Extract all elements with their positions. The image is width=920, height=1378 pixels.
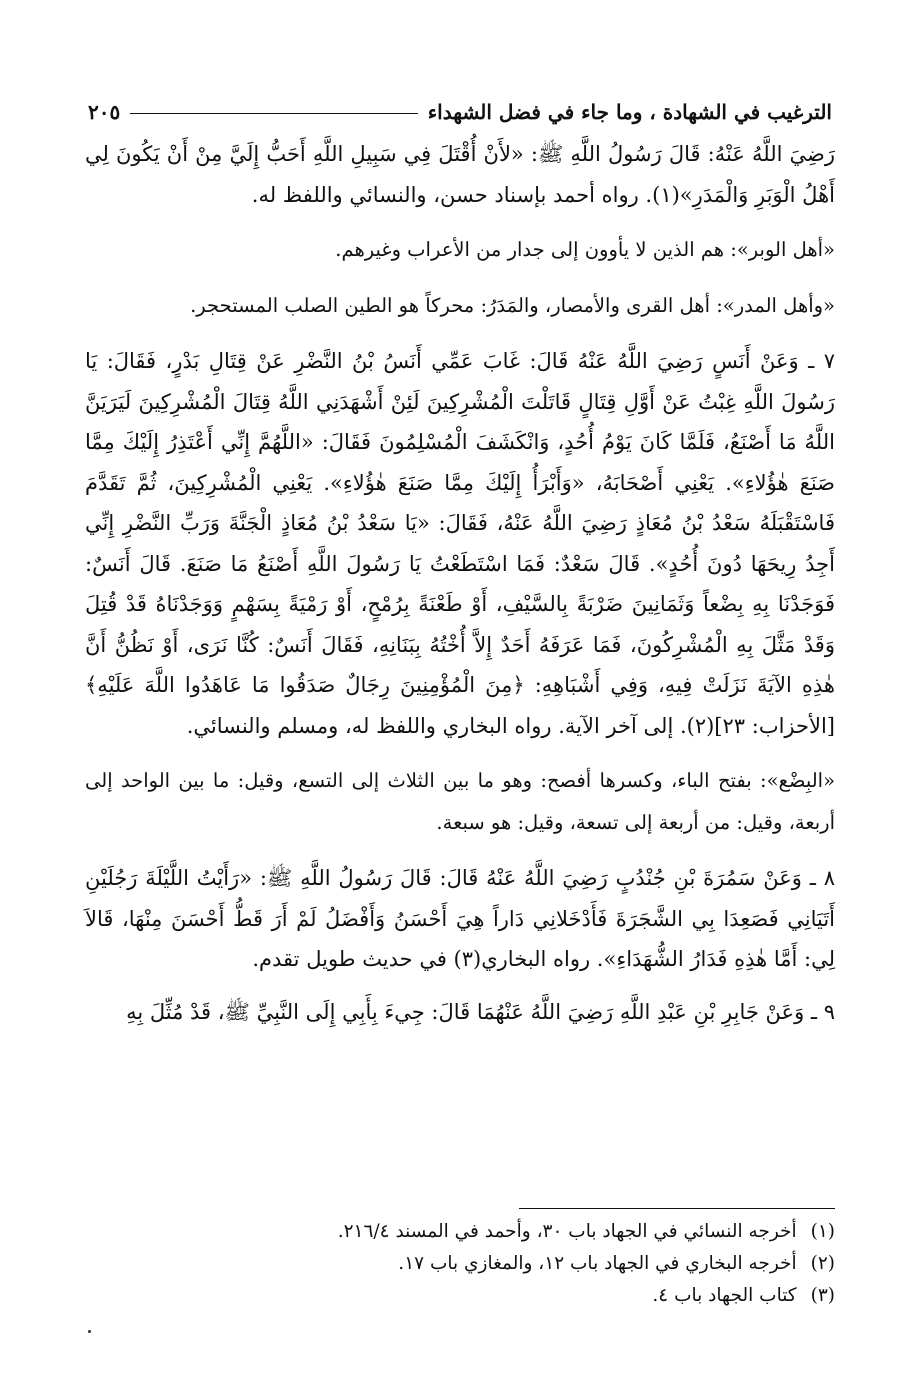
main-text (85, 122, 835, 1032)
gloss-ahl-al-wabar: «أهل الوبر»: هم الذين لا يأوون إلى جدار من الأعراب وغيرهم. (335, 238, 835, 261)
footnote-2 (85, 1248, 835, 1280)
footnote-number: (٣) (810, 1285, 835, 1306)
footnotes (85, 1216, 835, 1312)
footnote-number: (٢) (810, 1253, 835, 1274)
page-number: ٢٠٥ (88, 100, 121, 124)
footnote-text: كتاب الجهاد باب ٤. (652, 1285, 797, 1306)
hadith-6-continued: رَضِيَ اللَّهُ عَنْهُ: قَالَ رَسُولُ اللَّهِ ﷺ: «لأَنْ أُقْتَلَ فِي سَبِيلِ اللَّهِ أَحَبُّ إِلَيَّ مِنْ أَنْ يَكُونَ لِي أَهْلُ الْوَبَرِ وَالْمَدَرِ»(١). رواه أحمد بإسناد حسن، والنسائي واللفظ له. (85, 142, 835, 207)
gloss-ahl-al-madar: «وأهل المدر»: أهل القرى والأمصار، والمَدَرُ: محركاً هو الطين الصلب المستحجر. (190, 294, 835, 317)
hadith-7: ٧ ـ وَعَنْ أَنَسٍ رَضِيَ اللَّهُ عَنْهُ قَالَ: غَابَ عَمِّي أَنَسُ بْنُ النَّضْرِ عَنْ قِتَالِ بَدْرٍ، فَقَالَ: يَا رَسُولَ اللَّهِ غِبْتُ عَنْ أَوَّلِ قِتَالٍ قَاتَلْتَ الْمُشْرِكِينَ لَئِنْ أَشْهَدَنِي اللَّهُ قِتَالَ الْمُشْرِكِينَ لَيَرَيَنَّ اللَّهُ مَا أَصْنَعُ، فَلَمَّا كَانَ يَوْمُ أُحُدٍ، وَانْكَشَفَ الْمُسْلِمُونَ فَقَالَ: «اللَّهُمَّ إِنِّي أَعْتَذِرُ إِلَيْكَ مِمَّا صَنَعَ هٰؤُلاءِ». يَعْنِي أَصْحَابَهُ، «وَأَبْرَأُ إِلَيْكَ مِمَّا صَنَعَ هٰؤُلاءِ». يَعْنِي الْمُشْرِكِينَ، ثُمَّ تَقَدَّمَ فَاسْتَقْبَلَهُ سَعْدُ بْنُ مُعَاذٍ رَضِيَ اللَّهُ عَنْهُ، فَقَالَ: «يَا سَعْدُ بْنُ مُعَاذٍ الْجَنَّةَ وَرَبِّ النَّضْرِ إِنِّي أَجِدُ رِيحَهَا دُونَ أُحُدٍ». قَالَ سَعْدٌ: فَمَا اسْتَطَعْتُ يَا رَسُولَ اللَّهِ أَصْنَعُ مَا صَنَعَ. قَالَ أَنَسٌ: فَوَجَدْنَا بِهِ بِضْعاً وَثَمَانِينَ ضَرْبَةً بِالسَّيْفِ، أَوْ طَعْنَةً بِرُمْحٍ، أَوْ رَمْيَةً بِسَهْمٍ وَوَجَدْنَاهُ قَدْ قُتِلَ وَقَدْ مَثَّلَ بِهِ الْمُشْرِكُونَ، فَمَا عَرَفَهُ أَحَدٌ إِلاَّ أُخْتُهُ بِبَنَانِهِ، فَقَالَ أَنَسٌ: كُنَّا نَرَى، أَوْ نَظُنُّ أَنَّ هٰذِهِ الآيَةَ نَزَلَتْ فِيهِ، وَفِي أَشْبَاهِهِ: ﴿مِنَ الْمُؤْمِنِينَ رِجَالٌ صَدَقُوا مَا عَاهَدُوا اللَّهَ عَلَيْهِ﴾ [الأحزاب: ٢٣](٢). إلى آخر الآية. رواه البخاري واللفظ له، ومسلم والنسائي. (85, 349, 835, 738)
running-header (88, 84, 832, 124)
running-title: الترغيب في الشهادة ، وما جاء في فضل الشهداء (427, 100, 832, 124)
footnote-3 (85, 1280, 835, 1312)
footnote-separator (519, 1208, 835, 1209)
scan-speck (88, 1330, 91, 1333)
header-rule (130, 113, 418, 114)
footnote-text: أخرجه النسائي في الجهاد باب ٣٠، وأحمد في المسند ٢١٦/٤. (337, 1221, 797, 1242)
hadith-8: ٨ ـ وَعَنْ سَمُرَةَ بْنِ جُنْدُبٍ رَضِيَ اللَّهُ عَنْهُ قَالَ: قَالَ رَسُولُ اللَّهِ ﷺ: «رَأَيْتُ اللَّيْلَةَ رَجُلَيْنِ أَتَيَانِي فَصَعِدَا بِي الشَّجَرَةَ فَأَدْخَلانِي دَاراً هِيَ أَحْسَنُ وَأَفْضَلُ لَمْ أَرَ قَطُّ أَحْسَنَ مِنْهَا، قَالاَ لِي: أَمَّا هٰذِهِ فَدَارُ الشُّهَدَاءِ». رواه البخاري(٣) في حديث طويل تقدم. (85, 866, 835, 971)
hadith-9: ٩ ـ وَعَنْ جَابِرِ بْنِ عَبْدِ اللَّهِ رَضِيَ اللَّهُ عَنْهُمَا قَالَ: جِيءَ بِأَبِي إِلَى النَّبِيِّ ﷺ، قَدْ مُثِّلَ بِهِ (126, 999, 835, 1024)
footnote-number: (١) (810, 1221, 835, 1242)
footnote-text: أخرجه البخاري في الجهاد باب ١٢، والمغازي باب ١٧. (398, 1253, 797, 1274)
gloss-al-bid: «البِضْع»: بفتح الباء، وكسرها أفصح: وهو ما بين الثلاث إلى التسع، وقيل: ما بين الواحد إلى أربعة، وقيل: من أربعة إلى تسعة، وقيل: هو سبعة. (85, 769, 835, 834)
footnote-1 (85, 1216, 835, 1248)
